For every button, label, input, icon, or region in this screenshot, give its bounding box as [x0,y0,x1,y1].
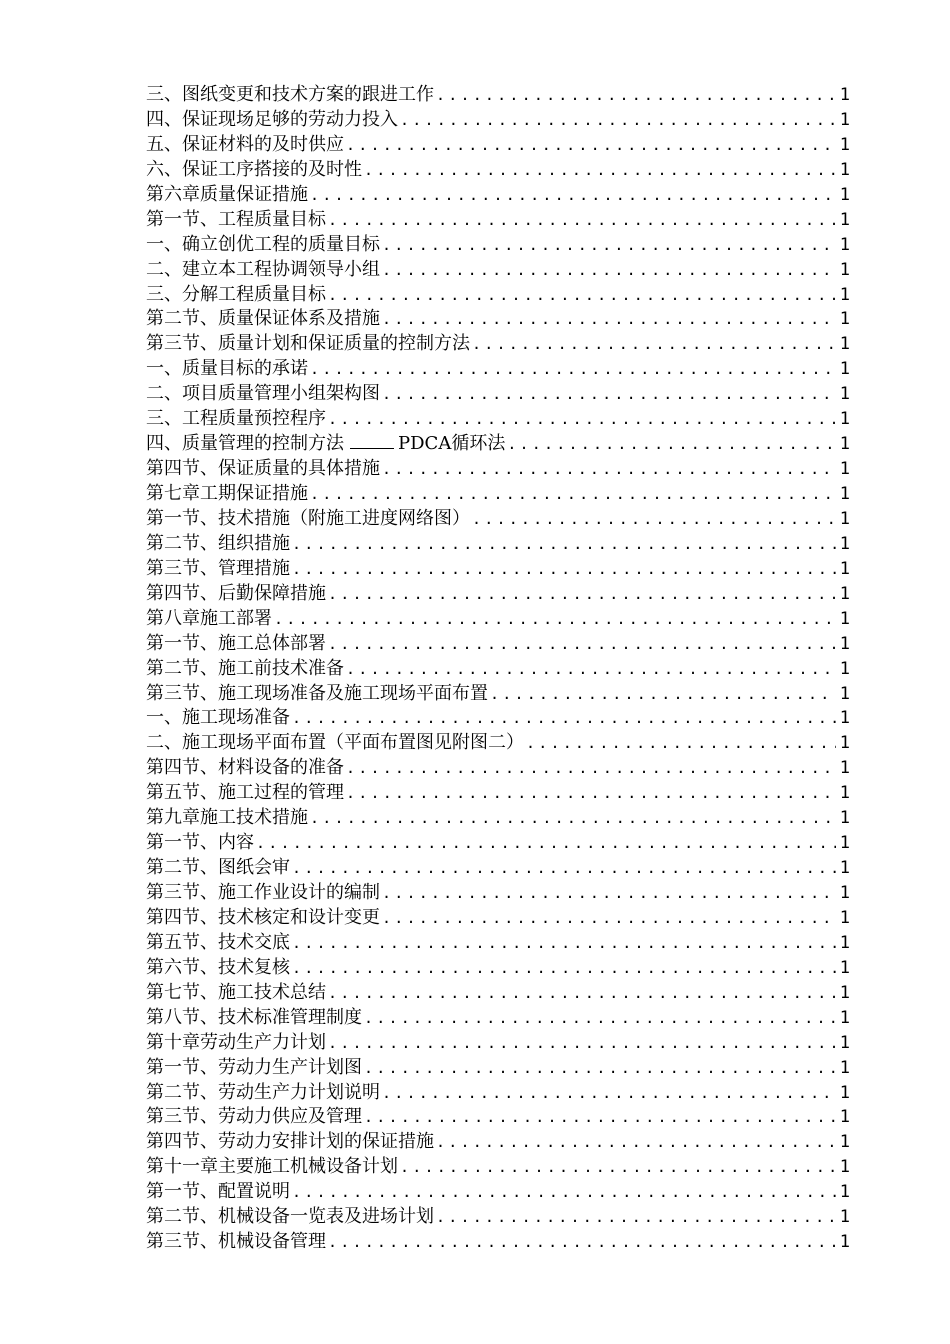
toc-entry[interactable] [146,357,850,382]
toc-entry[interactable] [146,83,850,108]
dot-leader [380,307,836,332]
toc-entry[interactable] [146,1105,850,1130]
toc-entry-page-number: 1 [839,833,850,854]
toc-entry-title [146,1031,326,1056]
toc-entry-page-number: 1 [839,957,850,978]
toc-entry-title [146,357,308,382]
toc-entry-title-text: 三、工程质量预控程序 [146,408,326,430]
toc-entry-page-number: 1 [839,309,850,330]
dot-leader [326,208,836,233]
toc-entry-title [146,657,344,682]
toc-entry-page-number: 1 [839,733,850,754]
toc-entry-title [146,1056,362,1081]
dot-leader [524,731,836,756]
toc-entry-title-text: 第三节、管理措施 [146,557,290,579]
dot-leader [380,258,836,283]
toc-entry-page-number: 1 [839,533,850,554]
toc-entry[interactable] [146,307,850,332]
dot-leader [362,1006,836,1031]
toc-entry-page-number: 1 [839,85,850,105]
toc-entry-title-text: 第二节、施工前技术准备 [146,657,344,679]
toc-entry-page-number: 1 [839,907,850,928]
toc-entry-title-text: 第一节、技术措施（附施工进度网络图） [146,507,470,529]
toc-entry-title [146,283,326,308]
dot-leader [470,507,836,532]
toc-entry-title [146,183,308,208]
dot-leader [308,482,836,507]
toc-entry-page-number: 1 [839,1007,850,1028]
toc-entry[interactable] [146,133,850,158]
dot-leader [308,183,836,208]
toc-entry[interactable] [146,432,850,457]
dot-leader [344,657,836,682]
toc-entry-page-number: 1 [839,209,850,230]
toc-entry-title [146,856,290,881]
toc-entry[interactable] [146,507,850,532]
toc-entry-title-text: 第六章质量保证措施 [146,183,308,205]
dot-leader [470,332,836,357]
toc-entry-title [146,706,290,731]
toc-entry-title-text: 第二节、劳动生产力计划说明 [146,1081,380,1103]
toc-entry-page-number: 1 [839,234,850,255]
toc-entry[interactable] [146,1230,850,1255]
toc-entry-title [146,582,326,607]
toc-entry-page-number: 1 [839,1132,850,1153]
dot-leader [380,1081,836,1106]
toc-entry[interactable] [146,407,850,432]
toc-entry-page-number: 1 [839,434,850,455]
toc-entry-title [146,382,380,407]
toc-entry-page-number: 1 [839,808,850,829]
toc-entry-title [146,1130,434,1155]
toc-entry-page-number: 1 [839,982,850,1003]
dot-leader [344,781,836,806]
dot-leader [380,382,836,407]
toc-entry-title-text: 第十一章主要施工机械设备计划 [146,1156,398,1178]
toc-entry-title [146,1105,362,1130]
toc-entry-title [146,108,398,133]
toc-entry-page-number: 1 [839,1057,850,1078]
toc-entry-title-text: 第八章施工部署 [146,607,272,629]
toc-entry-title [146,133,344,158]
toc-entry[interactable] [146,557,850,582]
dot-leader [505,432,835,457]
toc-entry-title-text: 二、项目质量管理小组架构图 [146,383,380,405]
toc-entry-page-number: 1 [839,932,850,953]
dot-leader [398,1155,836,1180]
toc-entry-title-text: 一、施工现场准备 [146,707,290,729]
toc-entry-title-text: 第二节、质量保证体系及措施 [146,308,380,330]
toc-entry-title [146,632,326,657]
toc-entry-title-text: 第一节、工程质量目标 [146,208,326,230]
toc-entry-page-number: 1 [839,508,850,529]
toc-entry-page-number: 1 [839,608,850,629]
toc-entry-page-number: 1 [839,1207,850,1228]
toc-entry[interactable] [146,1180,850,1205]
toc-entry-title [146,1180,290,1205]
toc-entry-page-number: 1 [839,633,850,654]
dot-leader [326,981,836,1006]
toc-entry-page-number: 1 [839,1107,850,1128]
toc-entry-page-number: 1 [839,683,850,704]
toc-entry-title-text: 第二节、机械设备一览表及进场计划 [146,1206,434,1228]
toc-entry[interactable] [146,682,850,707]
dot-leader [434,1205,836,1230]
toc-entry[interactable] [146,981,850,1006]
toc-entry[interactable] [146,1205,850,1230]
toc-entry-page-number: 1 [839,359,850,380]
underline-blank [350,432,394,449]
toc-entry-page-number: 1 [839,184,850,205]
toc-entry[interactable] [146,856,850,881]
toc-entry-title [146,831,254,856]
toc-entry[interactable] [146,158,850,183]
toc-entry-title-text: 第四节、材料设备的准备 [146,757,344,779]
toc-entry-title [146,307,380,332]
toc-entry[interactable] [146,731,850,756]
toc-entry-title-text: 四、保证现场足够的劳动力投入 [146,108,398,130]
toc-entry-page-number: 1 [839,484,850,504]
dot-leader [434,83,836,108]
toc-entry-title [146,906,380,931]
dot-leader [254,831,836,856]
toc-entry-page-number: 1 [839,134,850,155]
table-of-contents [146,83,850,1255]
toc-entry-page-number: 1 [839,259,850,280]
toc-entry-title [146,881,380,906]
toc-entry-page-number: 1 [839,883,850,903]
toc-entry-title [146,806,308,831]
toc-entry-title [146,1230,326,1255]
toc-entry[interactable] [146,582,850,607]
toc-entry-title [146,557,290,582]
dot-leader [326,407,836,432]
toc-entry[interactable] [146,657,850,682]
toc-entry-title-text: 第三节、施工现场准备及施工现场平面布置 [146,682,488,704]
toc-entry-title-text: 第八节、技术标准管理制度 [146,1006,362,1028]
toc-entry-title-text: 第三节、机械设备管理 [146,1231,326,1253]
toc-entry-title [146,158,362,183]
toc-entry-title-text: 第四节、保证质量的具体措施 [146,458,380,480]
toc-entry-title [146,507,470,532]
toc-entry-title [146,1155,398,1180]
dot-leader [290,856,836,881]
toc-entry[interactable] [146,831,850,856]
toc-entry-page-number: 1 [839,459,850,480]
toc-entry[interactable] [146,283,850,308]
toc-entry[interactable] [146,906,850,931]
toc-entry[interactable] [146,931,850,956]
toc-entry-title-text: 第七节、施工技术总结 [146,981,326,1003]
toc-entry-title-text: 第六节、技术复核 [146,956,290,978]
toc-entry-page-number: 1 [839,409,850,430]
toc-entry-title-text: 第五节、施工过程的管理 [146,782,344,804]
toc-entry-page-number: 1 [839,1082,850,1103]
toc-entry-title-text: 第五节、技术交底 [146,931,290,953]
toc-entry[interactable] [146,607,850,632]
toc-entry-title [146,731,524,756]
toc-entry-title-text: 四、质量管理的控制方法 [146,433,344,455]
toc-entry-title-text: 第二节、组织措施 [146,532,290,554]
toc-entry-title-text: 三、图纸变更和技术方案的跟进工作 [146,84,434,105]
toc-entry-title-suffix: PDCA循环法 [398,433,506,455]
toc-entry-title-text: 五、保证材料的及时供应 [146,133,344,155]
dot-leader [398,108,836,133]
toc-entry-title [146,682,488,707]
toc-entry-page-number: 1 [839,783,850,804]
dot-leader [326,582,836,607]
toc-entry-title-text: 第十章劳动生产力计划 [146,1031,326,1053]
dot-leader [326,1031,836,1056]
toc-entry[interactable] [146,1056,850,1081]
toc-entry[interactable] [146,756,850,781]
toc-entry-title-text: 三、分解工程质量目标 [146,283,326,305]
dot-leader [380,233,836,258]
toc-entry-title [146,83,434,108]
dot-leader [380,881,836,906]
toc-entry-title-text: 第一节、内容 [146,832,254,854]
toc-entry-title [146,956,290,981]
dot-leader [272,607,836,632]
toc-entry[interactable] [146,108,850,133]
dot-leader [344,133,836,158]
toc-entry-title [146,532,290,557]
toc-entry-page-number: 1 [839,858,850,879]
toc-entry-title-text: 第一节、施工总体部署 [146,632,326,654]
dot-leader [308,806,836,831]
dot-leader [326,1230,836,1255]
dot-leader [308,357,836,382]
toc-entry-title [146,457,380,482]
toc-entry-title [146,332,470,357]
toc-entry-title [146,407,326,432]
toc-entry-title-text: 第三节、施工作业设计的编制 [146,882,380,903]
toc-entry-title-text: 第一节、劳动力生产计划图 [146,1056,362,1078]
toc-entry-title [146,432,505,457]
toc-entry-page-number: 1 [839,1232,850,1253]
toc-entry-title-text: 第七章工期保证措施 [146,483,308,504]
dot-leader [362,1056,836,1081]
toc-entry-title [146,208,326,233]
dot-leader [488,682,836,707]
toc-entry-page-number: 1 [839,758,850,779]
dot-leader [290,557,836,582]
toc-entry-page-number: 1 [839,1032,850,1053]
toc-entry[interactable] [146,482,850,507]
toc-entry-page-number: 1 [839,159,850,180]
toc-entry-title [146,233,380,258]
toc-entry[interactable] [146,956,850,981]
dot-leader [362,158,836,183]
toc-entry-title-text: 第二节、图纸会审 [146,857,290,879]
toc-entry-page-number: 1 [839,708,850,729]
toc-entry-title [146,1006,362,1031]
toc-entry-title-text: 第四节、后勤保障措施 [146,582,326,604]
dot-leader [290,931,836,956]
toc-entry[interactable] [146,1155,850,1180]
toc-entry[interactable] [146,881,850,906]
toc-entry-title-text: 第四节、劳动力安排计划的保证措施 [146,1131,434,1153]
toc-entry[interactable] [146,1130,850,1155]
toc-entry[interactable] [146,1081,850,1106]
toc-entry-title-text: 第三节、劳动力供应及管理 [146,1106,362,1128]
toc-entry[interactable] [146,632,850,657]
toc-entry-page-number: 1 [839,658,850,679]
dot-leader [344,756,836,781]
toc-entry-title [146,1205,434,1230]
toc-entry[interactable] [146,382,850,407]
toc-entry-title-text: 一、质量目标的承诺 [146,358,308,380]
toc-entry-title-text: 第四节、技术核定和设计变更 [146,906,380,928]
toc-entry-page-number: 1 [839,284,850,305]
toc-entry[interactable] [146,806,850,831]
toc-entry-title-text: 一、确立创优工程的质量目标 [146,233,380,255]
dot-leader [290,706,836,731]
toc-entry-title [146,981,326,1006]
toc-entry[interactable] [146,233,850,258]
dot-leader [290,1180,836,1205]
toc-entry-title-text: 第三节、质量计划和保证质量的控制方法 [146,333,470,355]
toc-entry-title [146,756,344,781]
dot-leader [380,457,836,482]
dot-leader [290,532,836,557]
dot-leader [326,283,836,308]
toc-entry-title [146,931,290,956]
dot-leader [434,1130,836,1155]
toc-entry-page-number: 1 [839,583,850,604]
toc-entry-title [146,1081,380,1106]
toc-entry[interactable] [146,258,850,283]
toc-entry[interactable] [146,532,850,557]
toc-entry-title [146,482,308,507]
toc-entry[interactable] [146,457,850,482]
toc-entry-page-number: 1 [839,1182,850,1203]
toc-entry[interactable] [146,706,850,731]
toc-entry-title-text: 六、保证工序搭接的及时性 [146,158,362,180]
toc-entry-title-text: 二、建立本工程协调领导小组 [146,258,380,280]
toc-entry-title-text: 二、施工现场平面布置（平面布置图见附图二） [146,732,524,754]
toc-entry-page-number: 1 [839,558,850,579]
dot-leader [326,632,836,657]
toc-entry[interactable] [146,208,850,233]
toc-entry[interactable] [146,781,850,806]
toc-entry-title [146,781,344,806]
toc-entry-page-number: 1 [839,1157,850,1178]
dot-leader [290,956,836,981]
toc-entry-title-text: 第九章施工技术措施 [146,807,308,829]
toc-entry-title [146,258,380,283]
toc-entry[interactable] [146,1006,850,1031]
toc-entry-page-number: 1 [839,334,850,355]
dot-leader [380,906,836,931]
toc-entry-title [146,607,272,632]
toc-entry-title-text: 第一节、配置说明 [146,1181,290,1203]
dot-leader [362,1105,836,1130]
toc-entry-page-number: 1 [839,109,850,130]
toc-entry-page-number: 1 [839,384,850,405]
toc-entry[interactable] [146,332,850,357]
toc-entry[interactable] [146,1031,850,1056]
toc-entry[interactable] [146,183,850,208]
